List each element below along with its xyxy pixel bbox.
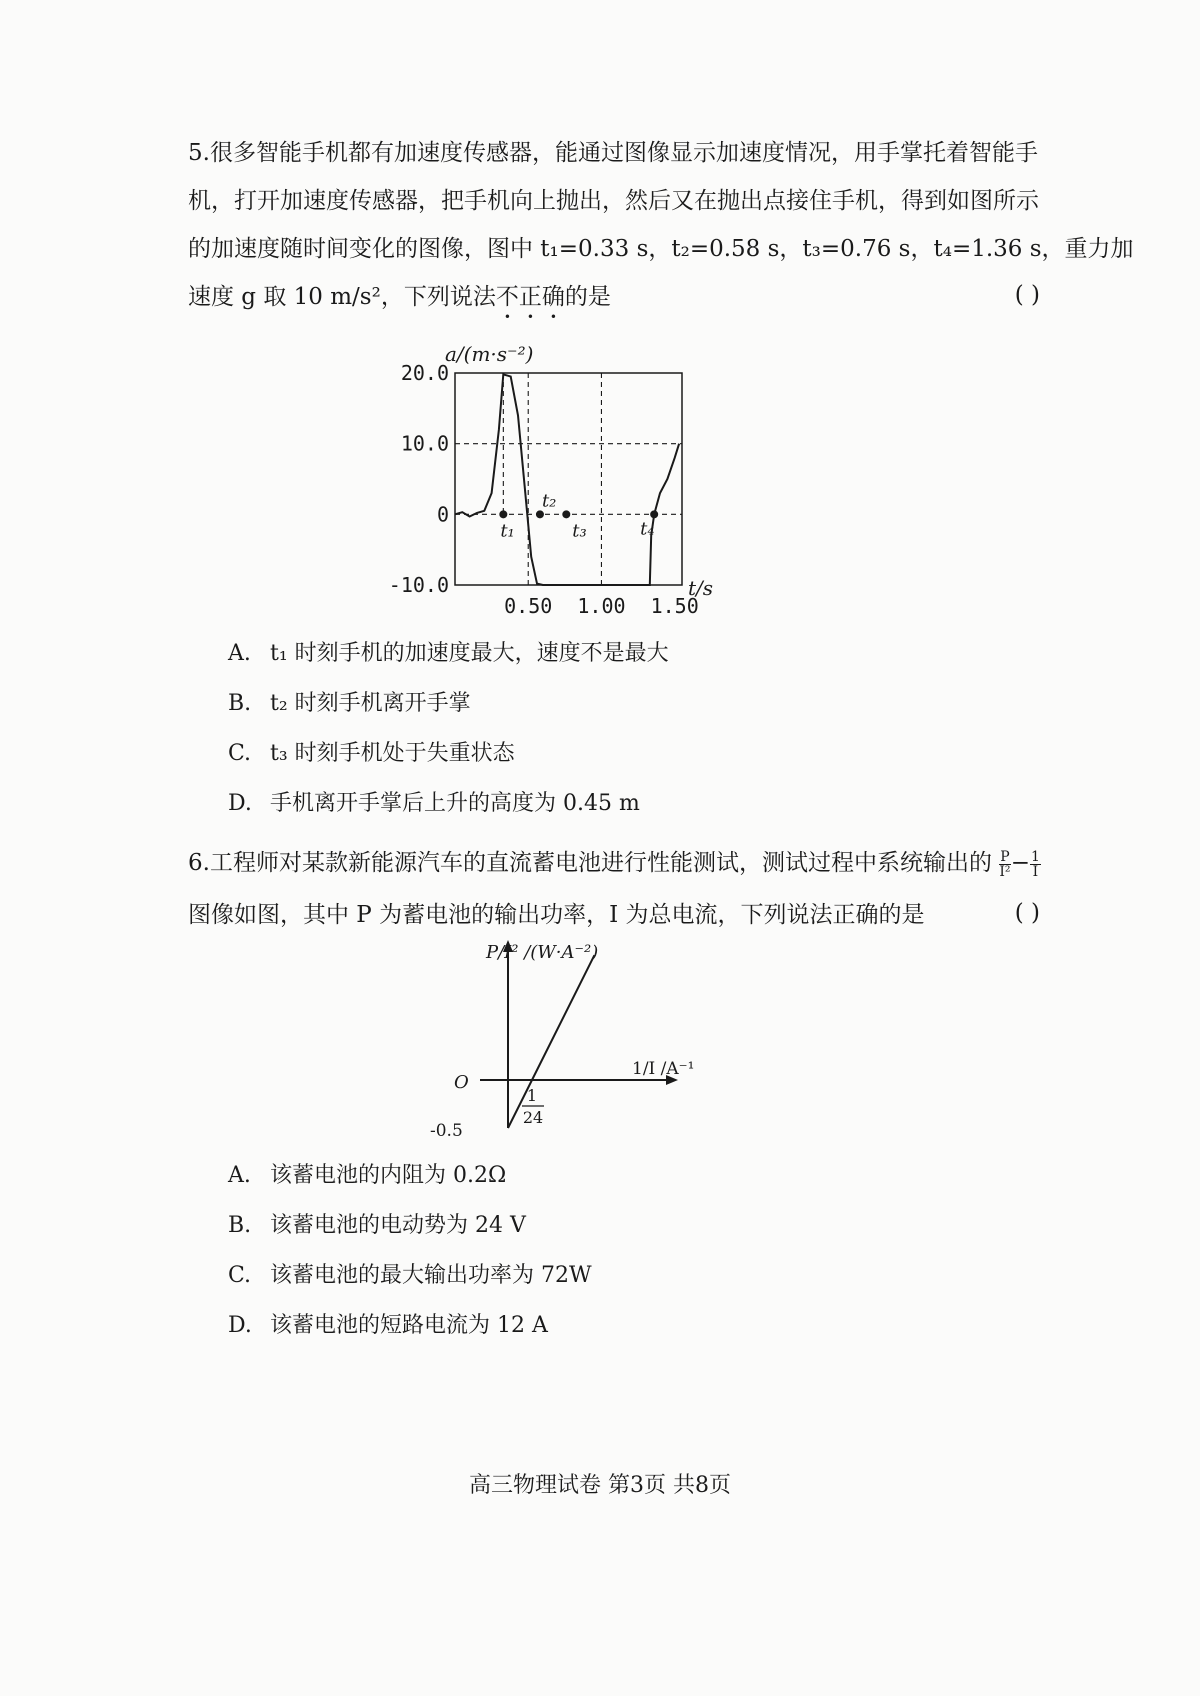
q5-line-4-pre: 速度 g 取 10 m/s²，下列说法 (188, 284, 496, 310)
q6-fraction-1-over-i (1030, 850, 1041, 879)
graph1-x-tick-label: 1.50 (650, 594, 699, 618)
graph1-annotation-points (499, 490, 658, 541)
q5-option-b[interactable] (228, 690, 471, 718)
graph1-y-tick-label: 0 (436, 502, 449, 527)
graph1-point-3 (562, 510, 570, 518)
q6-fraction-p-over-i2 (999, 850, 1010, 879)
q5-option-a[interactable] (228, 640, 669, 668)
option-label: D. (228, 791, 252, 816)
graph2-y-tick: -0.5 (430, 1121, 463, 1141)
graph1-xlabel: t/s (688, 576, 714, 600)
frac-denominator: I² (999, 863, 1011, 880)
option-label: A. (228, 641, 251, 666)
graph1-point-label: t₃ (572, 520, 587, 542)
q6-option-d[interactable] (228, 1312, 548, 1340)
option-text: 该蓄电池的最大输出功率为 72W (270, 1263, 592, 1288)
graph2-x-tick-denominator: 24 (522, 1108, 544, 1127)
option-text: 该蓄电池的内阻为 0.2Ω (270, 1163, 507, 1188)
page-footer: 高三物理试卷 第3页 共8页 (469, 1473, 731, 1498)
graph1-x-tick-label: 1.00 (577, 594, 626, 618)
frac-denominator: I (1032, 863, 1039, 880)
graph1-point-4 (650, 510, 658, 518)
graph1-y-tick-label: -10.0 (388, 573, 449, 597)
q5-option-c[interactable] (228, 740, 515, 768)
q6-line-1 (188, 848, 1048, 879)
q6-option-b[interactable] (228, 1212, 526, 1240)
graph1-y-tick-label: 20.0 (400, 361, 449, 385)
q5-line-4-post: 的是 (564, 284, 611, 310)
q6-option-a[interactable] (228, 1162, 506, 1190)
q6-line-1-text: 6.工程师对某款新能源汽车的直流蓄电池进行性能测试，测试过程中系统输出的 (188, 850, 992, 876)
q6-option-c[interactable] (228, 1262, 592, 1290)
q5-answer-paren[interactable]: ( ) (1014, 282, 1040, 308)
option-label: C. (228, 741, 252, 766)
frac-numerator: 1 (1030, 848, 1040, 865)
acceleration-time-graph (388, 342, 780, 635)
q5-emphasis: 不正确 (495, 284, 565, 310)
graph1-point-2 (536, 510, 544, 518)
q5-line-1: 5.很多智能手机都有加速度传感器，能通过图像显示加速度情况，用手掌托着智能手 (188, 140, 1038, 166)
graph1-y-tick-label: 10.0 (400, 431, 449, 456)
option-text: 该蓄电池的电动势为 24 V (270, 1213, 526, 1238)
graph2-origin-label: O (454, 1072, 469, 1093)
option-text: 该蓄电池的短路电流为 12 A (270, 1313, 548, 1338)
power-current-graph (430, 928, 740, 1141)
graph1-point-label: t₂ (541, 490, 557, 512)
q5-line-3: 的加速度随时间变化的图像，图中 t₁=0.33 s，t₂=0.58 s，t₃=0.76 s，t₄=1.36 s，重力加 (188, 236, 1134, 262)
option-text: t₃ 时刻手机处于失重状态 (270, 741, 515, 766)
q6-answer-paren[interactable]: ( ) (1014, 900, 1040, 926)
q5-line-4 (188, 282, 1048, 324)
q6-line-2: 图像如图，其中 P 为蓄电池的输出功率，I 为总电流，下列说法正确的是 (188, 902, 925, 928)
option-label: A. (228, 1163, 251, 1188)
graph1-x-tick-label: 0.50 (504, 594, 553, 618)
q5-line-2: 机，打开加速度传感器，把手机向上抛出，然后又在抛出点接住手机，得到如图所示 (188, 188, 1039, 214)
option-label: B. (228, 1213, 252, 1238)
graph1-point-label: t₄ (640, 518, 655, 540)
option-label: C. (228, 1263, 252, 1288)
graph1-series-line (455, 374, 679, 585)
graph2-xlabel: 1/I /A⁻¹ (632, 1059, 695, 1079)
graph2-series-line (508, 955, 594, 1128)
q6-dash: − (1010, 850, 1030, 876)
option-text: 手机离开手掌后上升的高度为 0.45 m (270, 791, 640, 816)
graph1-point-label: t₁ (500, 520, 515, 542)
option-label: D. (228, 1313, 252, 1338)
graph1-frame (455, 373, 682, 585)
option-label: B. (228, 691, 252, 716)
graph2-x-tick-numerator: 1 (526, 1086, 538, 1105)
option-text: t₂ 时刻手机离开手掌 (270, 691, 471, 716)
graph2-ylabel: P/I² /(W·A⁻²) (486, 942, 599, 963)
graph1-ylabel: a/(m·s⁻²) (445, 342, 534, 366)
graph1-point-1 (499, 510, 507, 518)
graph1-grid (455, 373, 682, 585)
q5-option-d[interactable] (228, 790, 640, 818)
frac-numerator: P (1000, 848, 1010, 865)
option-text: t₁ 时刻手机的加速度最大，速度不是最大 (270, 641, 669, 666)
